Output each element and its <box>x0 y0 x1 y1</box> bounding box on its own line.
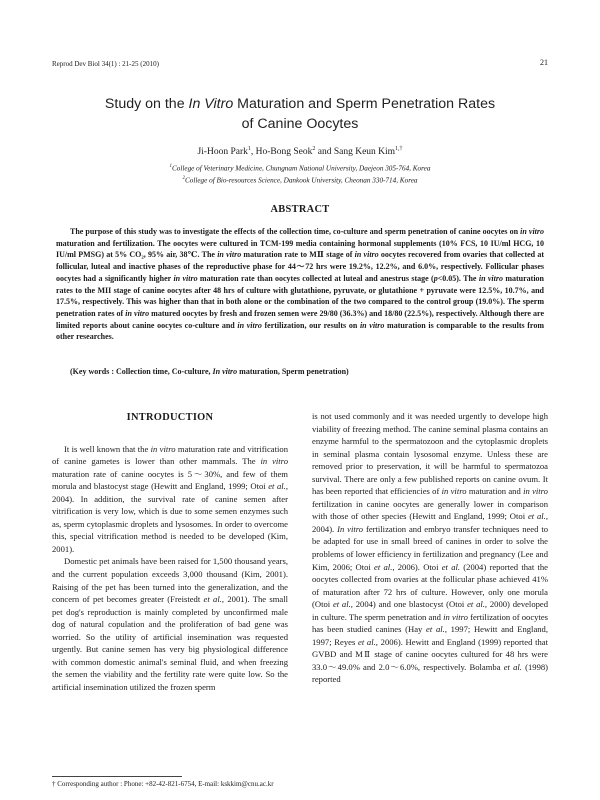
body-italic: et al. <box>441 561 461 572</box>
author-affiliation-mark: 2 <box>312 146 316 152</box>
body-italic: in vitro <box>523 486 548 497</box>
page-number: 21 <box>540 58 548 67</box>
abstract-text: The purpose of this study was to investigate the effects of the collection time, co-culture and sperm penetration of canine oocytes on <box>70 227 521 236</box>
title-text: Maturation and Sperm Penetration Rates <box>233 96 496 112</box>
right-column <box>312 410 548 686</box>
title-text: Study on the <box>104 96 189 112</box>
author-name: Ho-Bong Seok <box>255 147 313 158</box>
body-italic: et al. <box>527 511 546 522</box>
body-text: is not used commonly and it was needed urgently to develope high viability of freezing method. The canine seminal plasma contains an enzyme harmful to the spermatozoon and the cytoplasmic droplets in seminal plasma contain lysosomal enzyme. Unless these are removed prior to preservation, it will be harmful to spermatozoa survival. There are only a few published reports on canine ovum. It has been reported that efficiencies of <box>312 411 548 497</box>
author-affiliation-mark: 1 <box>247 146 251 152</box>
abstract-text: oocytes recovered from ovaries that collected at follicular, luteal and inactive phases of the reproductive phase for 44～72 hrs were 19.2%, 12.2%, and 6.0%, respectively. Follicular phases oocytes had a significantly higher <box>56 250 545 283</box>
body-italic: in vitro <box>150 443 176 454</box>
body-italic: in vitro <box>443 611 468 622</box>
affiliation <box>40 164 560 172</box>
abstract-body <box>56 226 544 343</box>
author-separator: , <box>250 147 256 158</box>
abstract-text: matured oocytes by fresh and frozen semen were 29/80 (36.3%) and 18/80 (22.5%), respectively. Although there are limited reports about canine oocytes co-culture and <box>56 308 544 330</box>
abstract-italic: in vitro <box>359 320 385 330</box>
abstract-text: fertilization, our results on <box>261 320 360 330</box>
body-paragraph <box>52 555 288 693</box>
body-text: (1998) reported <box>312 661 549 685</box>
body-text: Domestic pet animals have been raised for 1,500 thousand years, and the current population exceeds 3,000 thousand (Kim, 2001). Raising of the pet has been turned into the generalization, and the concern of pet becomes greater (Freistedt <box>52 556 288 605</box>
abstract-italic: in vitro <box>173 273 198 283</box>
corresponding-author-footnote: † Corresponding author : Phone: +82-42-821-6754, E-mail: kskkim@cnu.ac.kr <box>52 780 274 788</box>
body-italic: et al. <box>268 481 286 492</box>
body-text: It is well known that the <box>64 443 151 454</box>
abstract-text: maturation is comparable to the results from other researches. <box>56 320 544 342</box>
author-affiliation-mark: 1,† <box>395 146 403 152</box>
body-text: maturation rate of canine oocytes is 5～30%, and few of them morula and blastocyst stage (Hewitt and England, 1999; Otoi <box>52 468 288 492</box>
abstract-italic: in vitro <box>520 227 544 236</box>
body-italic: et al. <box>332 599 351 610</box>
body-text: (2004) reported that the oocytes collected from ovaries at the follicular phase achieved 41% of maturation after 72 hrs of culture. However, only one morula (Otoi <box>312 561 548 610</box>
title-text: of Canine Oocytes <box>241 116 359 132</box>
body-text: , 2006). Hewitt and England (1999) reported that GVBD and MⅡ stage of canine oocytes cultured for 48 hrs were 33.0～49.0% and 2.0～6.0%, respectively. Bolamba <box>312 636 549 672</box>
body-paragraph <box>52 443 288 556</box>
affiliation-mark: 2 <box>182 176 185 181</box>
abstract-italic: p <box>433 273 438 283</box>
abstract-italic: in vitro <box>354 250 379 260</box>
abstract-heading: ABSTRACT <box>270 204 330 215</box>
abstract-italic: in vitro <box>217 250 242 260</box>
body-italic: et al. <box>358 636 376 647</box>
affiliation-mark: 1 <box>169 164 173 169</box>
body-italic: et al. <box>426 624 445 635</box>
body-text: fertilization of oocytes has been studied canines (Hay <box>312 611 548 635</box>
abstract-italic: in vitro <box>478 273 503 283</box>
abstract-text: maturation rate than oocytes collected at luteal and anestrus stage ( <box>197 273 434 283</box>
keywords-text: (Key words : Collection time, Co-culture, <box>70 367 213 376</box>
body-text: , 2004). <box>312 511 548 534</box>
body-text: , 2006). Otoi <box>392 561 442 572</box>
body-text: , 2004). In addition, the survival rate of canine semen after vitrification is very low, which is due to some semen enzymes such as, sperm cytoplasmic droplets and lysosomes. In order to overcome this, special vitrification method is needed to be developed (Kim, 2001). <box>52 481 288 554</box>
body-text: maturation rate and vitrification of canine gametes is lower than other mammals. The <box>52 443 288 467</box>
abstract-text: maturation rate to MⅡ stage of <box>241 250 355 260</box>
body-text: maturation and <box>466 486 524 497</box>
body-text: , 2001). The small pet dog's reproduction is mainly completed by unconfirmed male dog of natural copulation and the proliferation of bad gene was worried. So the utility of artificial insemination was requested urgently. But canine semen has very big physiological difference with common domestic animal's seminal fluid, and when freezing the semen the viability and the fertility rate were quite low. So the artificial insemination utilized the frozen sperm <box>52 594 288 692</box>
author-list <box>40 146 560 157</box>
author-separator: and <box>315 147 334 158</box>
abstract-text: maturation and fertilization. The oocytes were cultured in TCM-199 media containing hormonal supplements (10% FCS, 10 IU/ml HCG, 10 IU/ml PMSG) at 5% CO₂, 95% air, 38℃. The <box>56 238 544 260</box>
body-italic: in vitro <box>260 456 288 467</box>
author-name: Sang Keun Kim <box>333 147 396 158</box>
body-italic: In vitro <box>337 523 364 534</box>
affiliation-text: College of Bio-resources Science, Dankook University, Cheonan 330-714, Korea <box>184 176 418 185</box>
body-italic: in vitro <box>441 486 467 497</box>
running-head: Reprod Dev Biol 34(1) : 21-25 (2010) <box>52 60 159 68</box>
author-name: Ji-Hoon Park <box>197 147 248 158</box>
body-italic: et al. <box>467 599 485 610</box>
body-text: , 1997; Hewitt and England, 1997; Reyes <box>312 624 548 647</box>
body-italic: et al. <box>503 661 522 672</box>
keywords-italic: In vitro <box>212 367 238 376</box>
body-text: fertilization and embryo transfer techniques need to be adapted for use in small breed of canines in order to solve the problems of lower efficiency in fertilization and pregnancy (Lee and Kim, 2006; Otoi <box>312 523 549 572</box>
body-italic: et al. <box>374 561 393 572</box>
abstract-text: <0.05). The <box>437 273 479 283</box>
keywords <box>70 367 544 376</box>
abstract-text: maturation rates to the MII stage of canine oocytes after 48 hrs of culture with glutathione, pyruvate, or glutathione + pyruvate were 12.5%, 10.7%, and 17.5%, respectively. This was higher than that in both alone or the combination of the two compared to the control group (19.0%). The sperm penetration rates of <box>56 273 545 318</box>
title-italic: In Vitro <box>188 96 234 112</box>
footnote-divider <box>52 776 182 777</box>
body-text: , 2004) and one blastocyst (Otoi <box>350 599 468 610</box>
abstract-italic: in vitro <box>237 320 262 330</box>
paper-title <box>40 94 560 134</box>
body-paragraph <box>312 410 548 686</box>
abstract-italic: in vitro <box>125 308 150 318</box>
affiliation-text: College of Veterinary Medicine, Chungnam National University, Daejeon 305-764, Korea <box>172 164 431 173</box>
affiliation <box>40 176 560 184</box>
body-text: fertilization in canine oocytes are generally lower in comparison with those of other species (Hewitt and England, 1999; Otoi <box>312 498 548 522</box>
keywords-text: maturation, Sperm penetration) <box>237 367 349 376</box>
section-heading-introduction: INTRODUCTION <box>126 412 214 423</box>
body-text: , 2000) developed in culture. The sperm penetration and <box>312 599 549 622</box>
body-italic: et al. <box>203 594 222 605</box>
left-column <box>52 410 288 693</box>
